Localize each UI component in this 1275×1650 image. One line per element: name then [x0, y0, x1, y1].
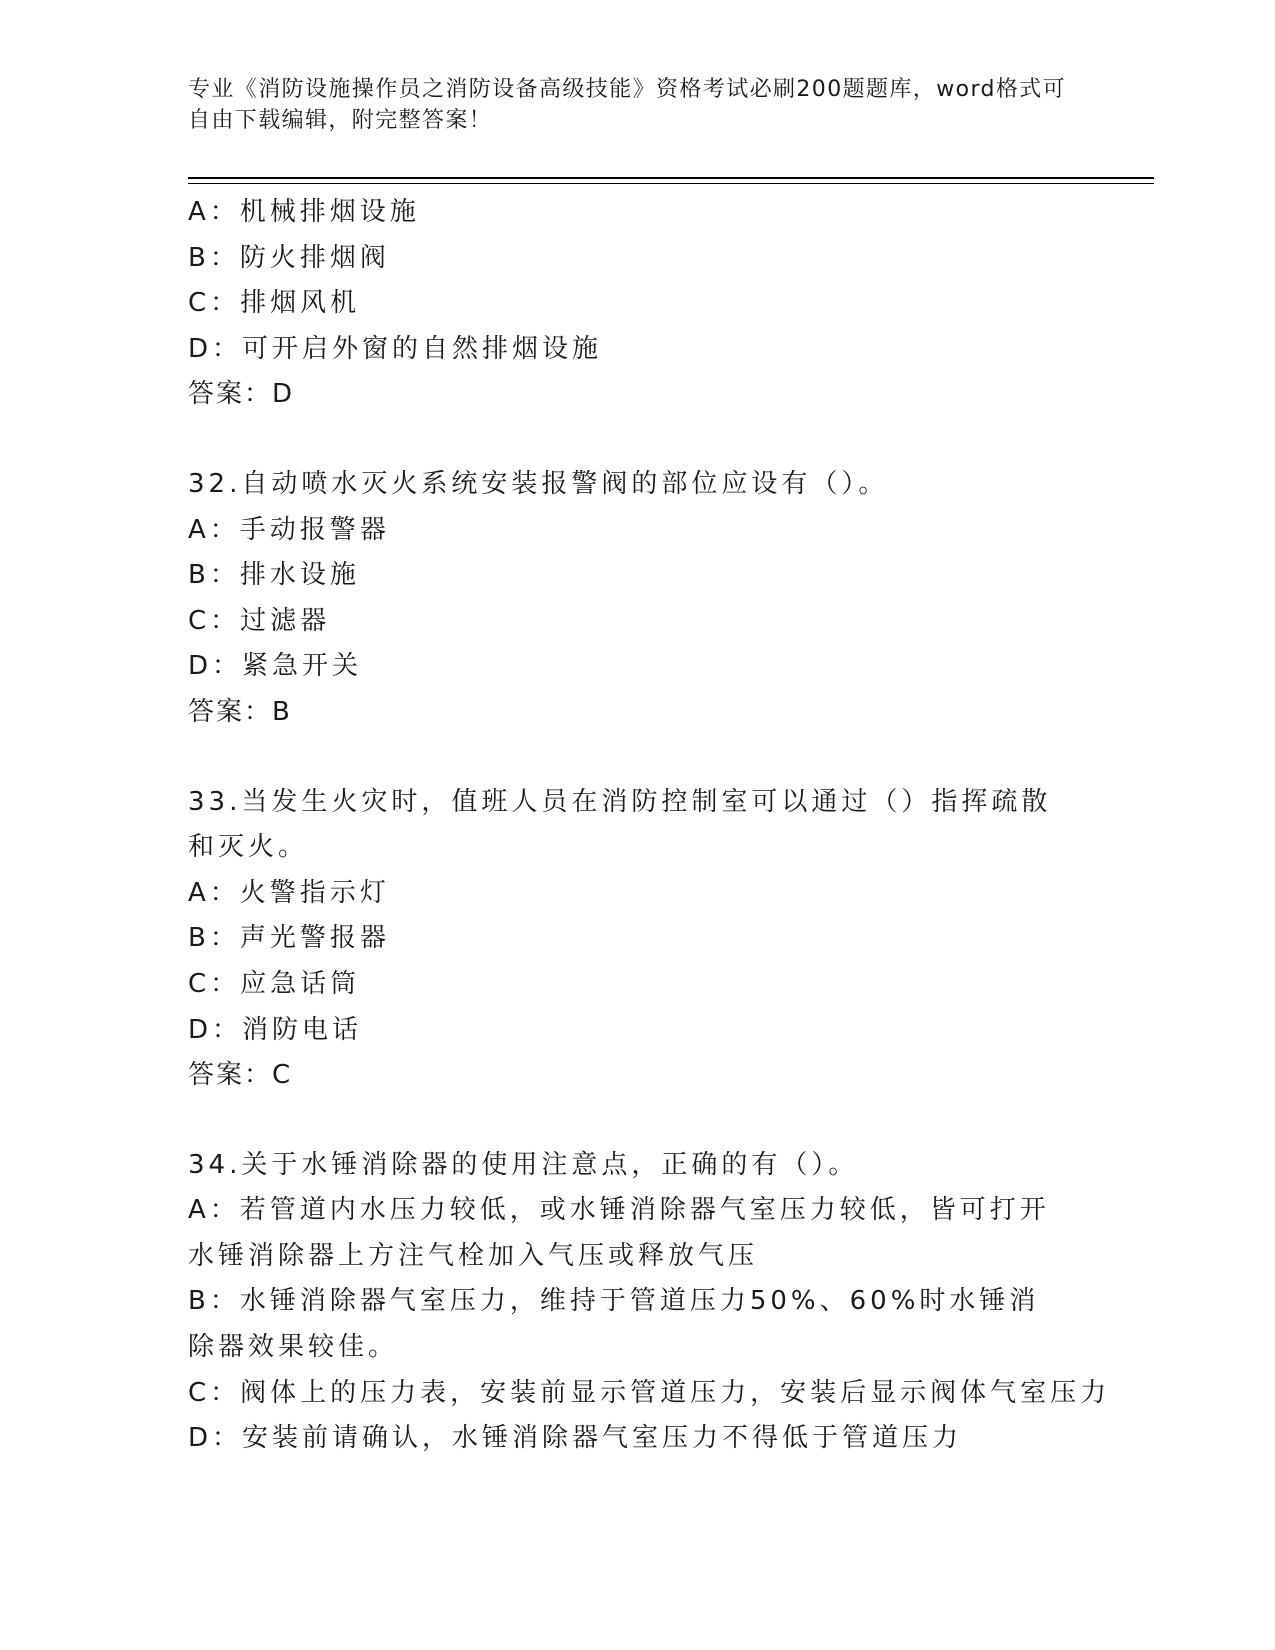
question-33: [188, 780, 1088, 1099]
option-a: A：手动报警器: [188, 514, 390, 545]
option-a: [188, 1188, 1088, 1279]
question-stem: 34.关于水锤消除器的使用注意点，正确的有（）。: [188, 1149, 859, 1180]
question-32: [188, 462, 1088, 736]
option-b-text: B：水锤消除器气室压力，维持于管道压力50%、60%时水锤消除器效果较佳。: [188, 1286, 1040, 1363]
option-a: A：火警指示灯: [188, 877, 390, 908]
document-header: 专业《消防设施操作员之消防设备高级技能》资格考试必刷200题题库，word格式可自由下载编辑，附完整答案！: [188, 77, 1067, 133]
option-d: D：紧急开关: [188, 651, 363, 682]
option-a: A：机械排烟设施: [188, 197, 420, 227]
option-b: B：排水设施: [188, 560, 360, 591]
option-a-text: A：若管道内水压力较低，或水锤消除器气室压力较低，皆可打开水锤消除器上方注气栓加入气压或释放气压: [188, 1195, 1050, 1271]
option-c: C：排烟风机: [188, 288, 361, 319]
prev-question-block: [188, 190, 1088, 418]
option-c: C：过滤器: [188, 605, 331, 636]
question-content: [188, 190, 1111, 1462]
question-stem: [188, 780, 1088, 871]
option-c: C：应急话筒: [188, 968, 361, 999]
answer-line: 答案：C: [188, 1060, 293, 1091]
answer-line: 答案：D: [188, 379, 295, 410]
header-rule-thin: [188, 183, 1154, 184]
question-stem: 32.自动喷水灭火系统安装报警阀的部位应设有（）。: [188, 468, 889, 499]
option-b: B：防火排烟阀: [188, 242, 390, 273]
option-b: B：声光警报器: [188, 923, 390, 954]
question-stem-text: 33.当发生火灾时，值班人员在消防控制室可以通过（）指挥疏散和灭火。: [188, 786, 1052, 863]
header-rule-thick: [188, 177, 1154, 179]
option-c: C：阀体上的压力表，安装前显示管道压力，安装后显示阀体气室压力: [188, 1377, 1111, 1408]
option-d: D：安装前请确认，水锤消除器气室压力不得低于管道压力: [188, 1423, 963, 1454]
option-d: D：可开启外窗的自然排烟设施: [188, 333, 603, 364]
answer-line: 答案：B: [188, 696, 292, 727]
option-d: D：消防电话: [188, 1014, 363, 1045]
option-b: [188, 1279, 1088, 1370]
question-34: [188, 1143, 1111, 1462]
